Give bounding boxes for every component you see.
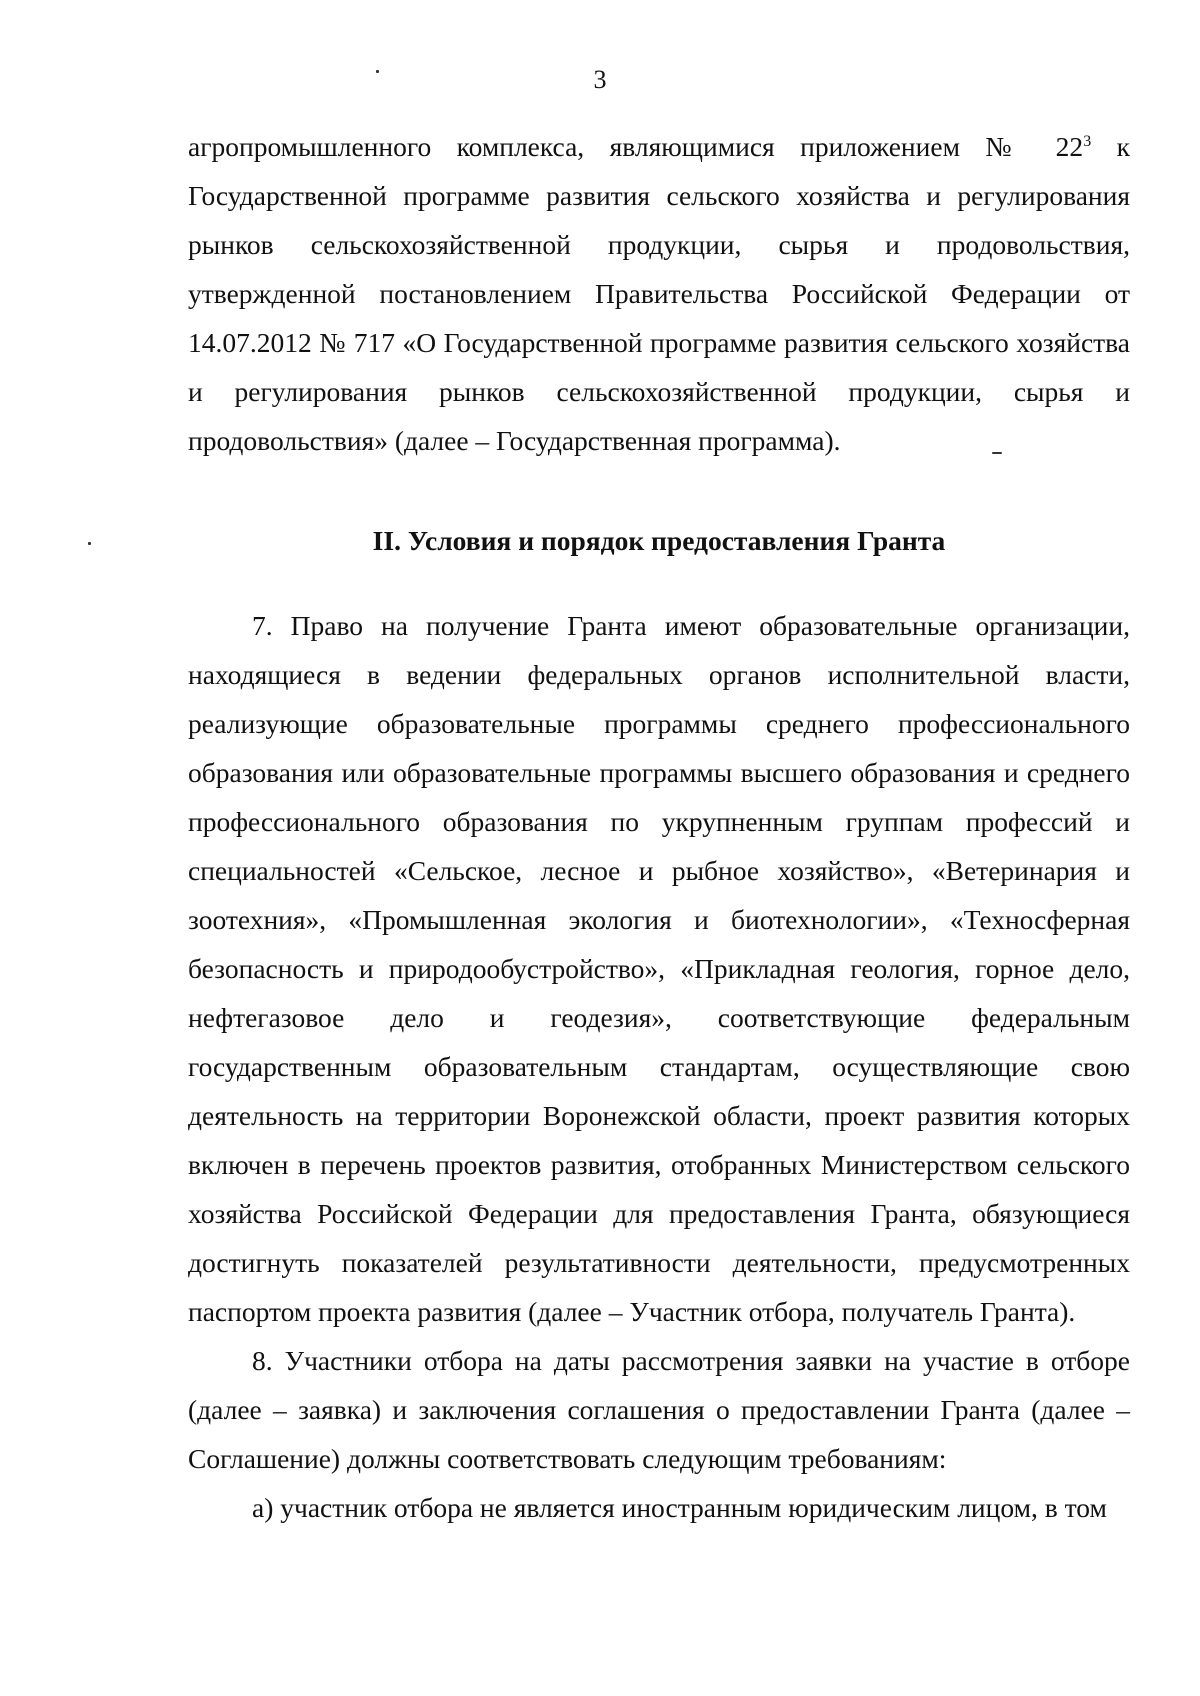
page-number: 3 — [593, 65, 607, 94]
scan-speck — [88, 542, 91, 545]
paragraph-8a: а) участник отбора не является иностранным юридическим лицом, в том — [252, 1492, 1107, 1523]
scan-speck — [992, 452, 1002, 454]
intro-text-start: агропромышленного комплекса, являющимися приложением № 22 — [188, 131, 1084, 162]
paragraph-8: 8. Участники отбора на даты рассмотрения заявки на участие в отборе (далее – заявка) и заключения соглашения о предоставлении Гранта (далее – Соглашение) должны соответствовать следующим требованиям: — [188, 1345, 1130, 1474]
intro-paragraph — [188, 122, 1130, 465]
intro-superscript: 3 — [1083, 132, 1092, 150]
intro-text-end: к Государственной программе развития сельского хозяйства и регулирования рынков сельскохозяйственной продукции, сырья и продовольствия, утвержденной постановлением Правительства Российской Федерации от 14.07.2012 № 717 «О Государственной программе развития сельского хозяйства и регулирования рынков сельскохозяйственной продукции, сырья и продовольствия» (далее – Государственная программа). — [188, 131, 1130, 456]
document-body — [188, 122, 1130, 1532]
paragraph-7: 7. Право на получение Гранта имеют образовательные организации, находящиеся в ведении федеральных органов исполнительной власти, реализующие образовательные программы среднего профессионального образования или образовательные программы высшего образования и среднего профессионального образования по укрупненным группам профессий и специальностей «Сельское, лесное и рыбное хозяйство», «Ветеринария и зоотехния», «Промышленная экология и биотехнологии», «Техносферная безопасность и природообустройство», «Прикладная геология, горное дело, нефтегазовое дело и геодезия», соответствующие федеральным государственным образовательным стандартам, осуществляющие свою деятельность на территории Воронежской области, проект развития которых включен в перечень проектов развития, отобранных Министерством сельского хозяйства Российской Федерации для предоставления Гранта, обязующиеся достигнуть показателей результативности деятельности, предусмотренных паспортом проекта развития (далее – Участник отбора, получатель Гранта). — [188, 610, 1130, 1327]
section-heading: II. Условия и порядок предоставления Гранта — [372, 525, 946, 556]
scan-speck — [376, 70, 379, 73]
